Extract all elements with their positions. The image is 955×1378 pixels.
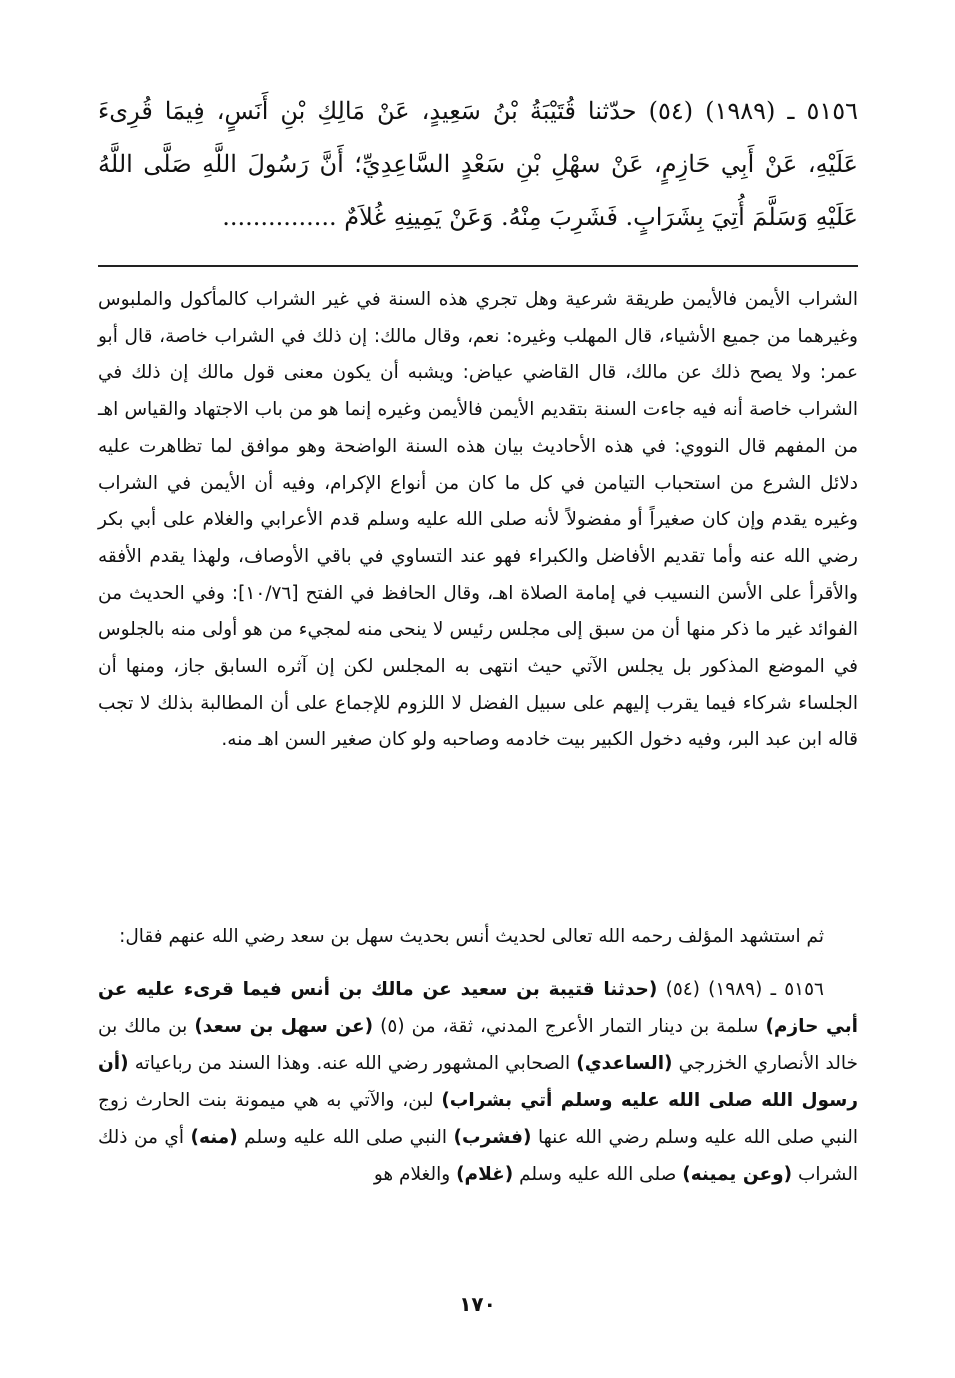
commentary-text: سلمة بن دينار التمار الأعرج المدني، ثقة، من (٥) [380, 1016, 759, 1037]
bold-quote: (فشرب) [453, 1127, 532, 1148]
commentary-text: بن مالك بن خالد الأنصاري الخزرجي [98, 1016, 858, 1074]
bold-quote: (الساعدي) [576, 1053, 673, 1074]
commentary-text: صلى الله عليه وسلم [519, 1164, 677, 1185]
bold-quote: (وعن يمينه) [682, 1164, 793, 1185]
bold-quote: (غلام) [456, 1164, 514, 1185]
commentary-text: والغلام هو [373, 1164, 451, 1185]
footnote-separator [98, 265, 858, 267]
footnote-block [98, 282, 858, 759]
bold-quote: (منه) [190, 1127, 238, 1148]
commentary-paragraph [98, 971, 858, 1193]
bold-quote: (عن سهل بن سعد) [194, 1016, 374, 1037]
footnote-text: الشراب الأيمن فالأيمن طريقة شرعية وهل تجري هذه السنة في غير الشراب كالمأكول والملبوس وغيرهما من جميع الأشياء، قال المهلب وغيره: نعم، وقال مالك: إن ذلك في الشراب خاصة، قال أبو عمر: ولا يصح ذلك عن مالك، قال القاضي عياض: ويشبه أن يكون معنى قول مالك إن ذلك في الشراب خاصة أنه فيه جاءت السنة بتقديم الأيمن فالأيمن وغيره إنما هو من باب الاجتهاد والقياس اهـ من المفهم قال النووي: في هذه الأحاديث بيان هذه السنة الواضحة وهو موافق لما تظاهرت عليه دلائل الشرع من استحباب التيامن في كل ما كان من أنواع الإكرام، وفيه أن الأيمن في الشراب وغيره يقدم وإن كان صغيراً أو مفضولاً لأنه صلى الله عليه وسلم قدم الأعرابي والغلام على أبي بكر رضي الله عنه وأما تقديم الأفاضل والكبراء فهو عند التساوي في باقي الأوصاف، ولهذا يقدم الأفقه والأقرأ على الأسن النسيب في إمامة الصلاة اهـ، وقال الحافظ في الفتح [١٠/٧٦]: وفي الحديث من الفوائد غير ما ذكر منها أن من سبق إلى مجلس رئيس لا ينحى منه لمجيء من هو أولى منه بالجلوس في الموضع المذكور بل يجلس الآتي حيث انتهى به المجلس لكن إن آثره السابق جاز، ومنها أن الجلساء شركاء فيما يقرب إليهم على سبيل الفضل لا اللزوم للإجماع على أن المطالبة بذلك لا تجب قاله ابن عبد البر، وفيه دخول الكبير بيت خادمه وصاحبه ولو كان صغير السن اهـ منه. [98, 289, 858, 751]
commentary-text: النبي صلى الله عليه وسلم [244, 1127, 448, 1148]
commentary-text: الصحابي المشهور رضي الله عنه. وهذا السند من رباعياته [134, 1053, 571, 1074]
hadith-number: ٥١٥٦ ـ (١٩٨٩) (٥٤) [665, 979, 824, 1000]
page-number: ١٧٠ [459, 1292, 496, 1316]
commentary-text: أي من ذلك الشراب [98, 1127, 858, 1185]
commentary-block [98, 918, 858, 1193]
hadith-text: ٥١٥٦ ـ (١٩٨٩) (٥٤) حدّثنا قُتَيْبَةُ بْنُ سَعِيدٍ، عَنْ مَالِكِ بْنِ أَنَسٍ، فِيمَا قُرِىءَ عَلَيْهِ، عَنْ أَبِي حَازِمٍ، عَنْ سهْلِ بْنِ سَعْدٍ السَّاعِدِيِّ؛ أَنَّ رَسُولَ اللَّهِ صَلَّى اللَّهُ عَلَيْهِ وَسَلَّمَ أُتِيَ بِشَرَابٍ. فَشَرِبَ مِنْهُ. وَعَنْ يَمِينِهِ غُلاَمٌ ............... [98, 97, 859, 231]
hadith-text-block [98, 85, 858, 244]
bold-quote: (أن رسول الله صلى الله عليه وسلم أتي بشراب) [98, 1053, 858, 1111]
commentary-text: لبن، والآتي به هي ميمونة بنت الحارث زوج النبي صلى الله عليه وسلم رضي الله عنها [98, 1090, 858, 1148]
commentary-intro: ثم استشهد المؤلف رحمه الله تعالى لحديث أنس بحديث سهل بن سعد رضي الله عنهم فقال: [119, 926, 824, 947]
bold-quote: (حدثنا قتيبة بن سعيد عن مالك بن أنس فيما قرىء عليه عن أبي حازم) [98, 979, 858, 1037]
